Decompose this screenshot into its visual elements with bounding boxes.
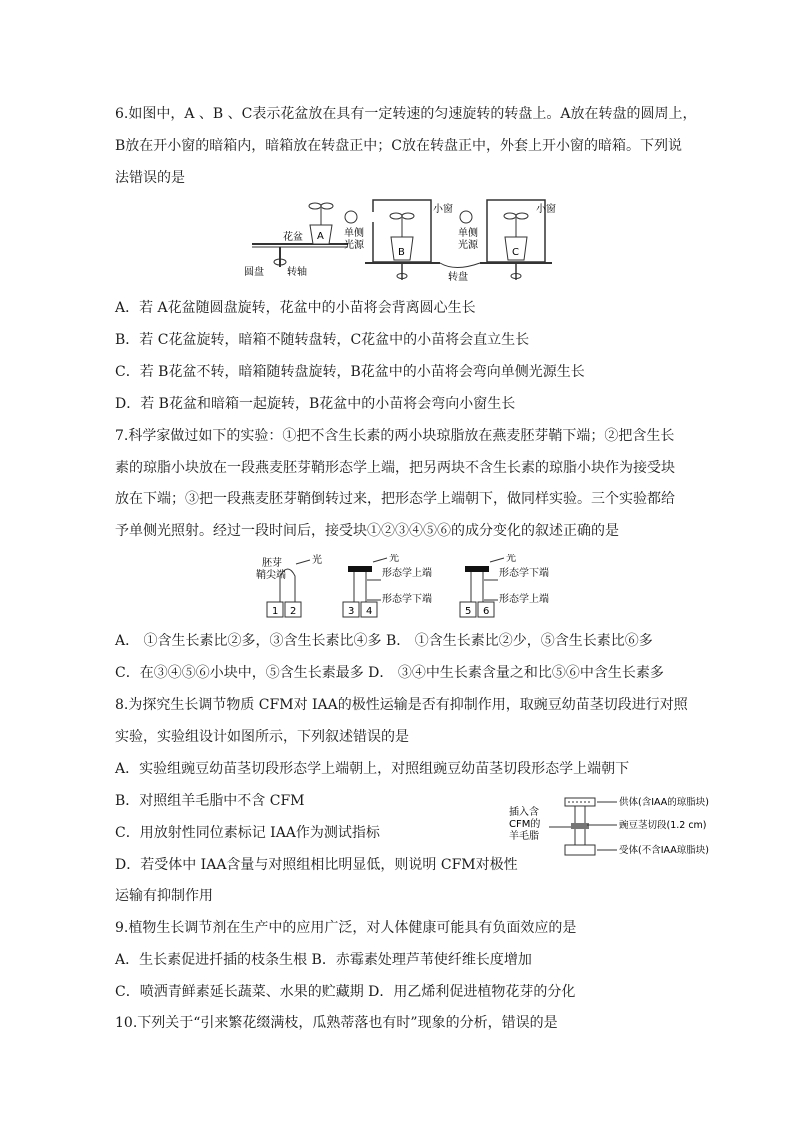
q6-option-a: A．若 A花盆随圆盘旋转，花盆中的小苗将会背离圆心生长 xyxy=(115,300,476,316)
label-light-source-1: 光源 xyxy=(344,240,364,251)
q7-stem-line-1: 7.科学家做过如下的实验：①把不含生长素的两小块琼脂放在燕麦胚芽鞘下端；②把含生长 xyxy=(115,428,675,444)
q9-stem: 9.植物生长调节剂在生产中的应用广泛，对人体健康可能具有负面效应的是 xyxy=(115,920,577,936)
q6-turntable-figure xyxy=(240,192,570,287)
label-turntable: 转盘 xyxy=(448,272,468,283)
q7-option-cd: C．在③④⑤⑥小块中，⑤含生长素最多 D． ③④中生长素含量之和比⑤⑥中含生长素多 xyxy=(115,665,664,681)
q7-coleoptile-figure xyxy=(255,554,555,620)
label-pot-c: C xyxy=(512,247,519,258)
label-light-source-2: 光源 xyxy=(458,240,478,251)
label-light-3: 光 xyxy=(506,554,516,564)
q7-stem-line-3: 放在下端；③把一段燕麦胚芽鞘倒转过来，把形态学上端朝下，做同样实验。三个实验都给 xyxy=(115,491,675,507)
label-tip: 鞘尖端 xyxy=(256,570,286,581)
donor-block-3 xyxy=(465,566,489,572)
num-6: 6 xyxy=(483,606,490,617)
label-light-2: 光 xyxy=(389,554,399,564)
label-small-window-2: 小窗 xyxy=(536,204,556,215)
q8-option-a: A．实验组豌豆幼苗茎切段形态学上端朝上，对照组豌豆幼苗茎切段形态学上端朝下 xyxy=(115,761,630,777)
label-small-window-1: 小窗 xyxy=(433,204,453,215)
label-receiver: 受体(不含ⅠAA琼脂块) xyxy=(619,845,709,856)
q8-option-b: B．对照组羊毛脂中不含 CFM xyxy=(115,793,305,809)
label-flowerpot: 花盆 xyxy=(283,232,303,243)
num-4: 4 xyxy=(366,606,373,617)
label-segment: 豌豆茎切段(1.2 cm) xyxy=(619,820,707,831)
label-upper-end-2: 形态学上端 xyxy=(382,568,432,579)
num-5: 5 xyxy=(465,606,472,617)
q9-option-ab: A．生长素促进扦插的枝条生根 B．赤霉素处理芦苇使纤维长度增加 xyxy=(115,952,532,968)
q6-option-d: D．若 B花盆和暗箱一起旋转，B花盆中的小苗将会弯向小窗生长 xyxy=(115,396,516,412)
num-2: 2 xyxy=(290,606,297,617)
receiver-block xyxy=(565,845,595,855)
light-source-2 xyxy=(460,211,472,223)
lanolin-band xyxy=(571,823,589,829)
label-axis: 转轴 xyxy=(287,267,307,278)
label-single-light-1: 单侧 xyxy=(344,228,364,239)
label-lower-end-3: 形态学下端 xyxy=(499,568,549,579)
donor-block-2 xyxy=(348,566,372,572)
q6-stem-line-3: 法错误的是 xyxy=(115,170,185,186)
q9-option-cd: C．喷洒青鲜素延长蔬菜、水果的贮藏期 D．用乙烯利促进植物花芽的分化 xyxy=(115,984,576,1000)
q6-stem-line-2: B放在开小窗的暗箱内，暗箱放在转盘正中；C放在转盘正中，外套上开小窗的暗箱。下列说 xyxy=(115,138,682,154)
q6-option-c: C．若 B花盆不转，暗箱随转盘旋转，B花盆中的小苗将会弯向单侧光源生长 xyxy=(115,364,585,380)
q7-stem-line-4: 予单侧光照射。经过一段时间后，接受块①②③④⑤⑥的成分变化的叙述正确的是 xyxy=(115,523,619,539)
label-pot-a: A xyxy=(317,231,324,242)
label-upper-end-3: 形态学上端 xyxy=(499,594,549,605)
q8-option-d: D．若受体中 IAA含量与对照组相比明显低，则说明 CFM对极性 xyxy=(115,857,518,873)
q8-option-d-cont: 运输有抑制作用 xyxy=(115,888,213,904)
q8-stem-line-2: 实验，实验组设计如图所示，下列叙述错误的是 xyxy=(115,729,409,745)
q7-stem-line-2: 素的琼脂小块放在一段燕麦胚芽鞘形态学上端，把另两块不含生长素的琼脂小块作为接受块 xyxy=(115,460,675,476)
q7-option-ab: A． ①含生长素比②多，③含生长素比④多 B． ①含生长素比②少，⑤含生长素比⑥多 xyxy=(115,633,653,649)
q10-stem: 10.下列关于“引来繁花缀满枝，瓜熟蒂落也有时”现象的分析，错误的是 xyxy=(115,1015,558,1031)
label-insert-2: CFM的 xyxy=(509,819,541,830)
label-donor: 供体(含ⅠAA的琼脂块) xyxy=(619,797,709,808)
num-1: 1 xyxy=(272,606,279,617)
label-disc: 圆盘 xyxy=(244,267,264,278)
q8-stem-line-1: 8.为探究生长调节物质 CFM对 IAA的极性运输是否有抑制作用，取豌豆幼苗茎切段进行对照 xyxy=(115,697,688,713)
light-source-1 xyxy=(345,211,357,223)
label-pot-b: B xyxy=(398,247,405,258)
label-insert-3: 羊毛脂 xyxy=(509,831,539,842)
num-3: 3 xyxy=(348,606,355,617)
label-light-1: 光 xyxy=(312,555,322,566)
q6-stem-line-1: 6.如图中，A 、B 、C表示花盆放在具有一定转速的匀速旋转的转盘上。A放在转盘的圆周上， xyxy=(115,106,697,122)
q8-cfm-figure xyxy=(505,793,765,863)
label-single-light-2: 单侧 xyxy=(458,228,478,239)
label-lower-end-2: 形态学下端 xyxy=(382,594,432,605)
q6-option-b: B．若 C花盆旋转，暗箱不随转盘转，C花盆中的小苗将会直立生长 xyxy=(115,332,530,348)
label-insert-1: 插入含 xyxy=(509,807,539,818)
q8-option-c: C．用放射性同位素标记 IAA作为测试指标 xyxy=(115,825,380,841)
label-coleoptile: 胚芽 xyxy=(262,558,282,569)
